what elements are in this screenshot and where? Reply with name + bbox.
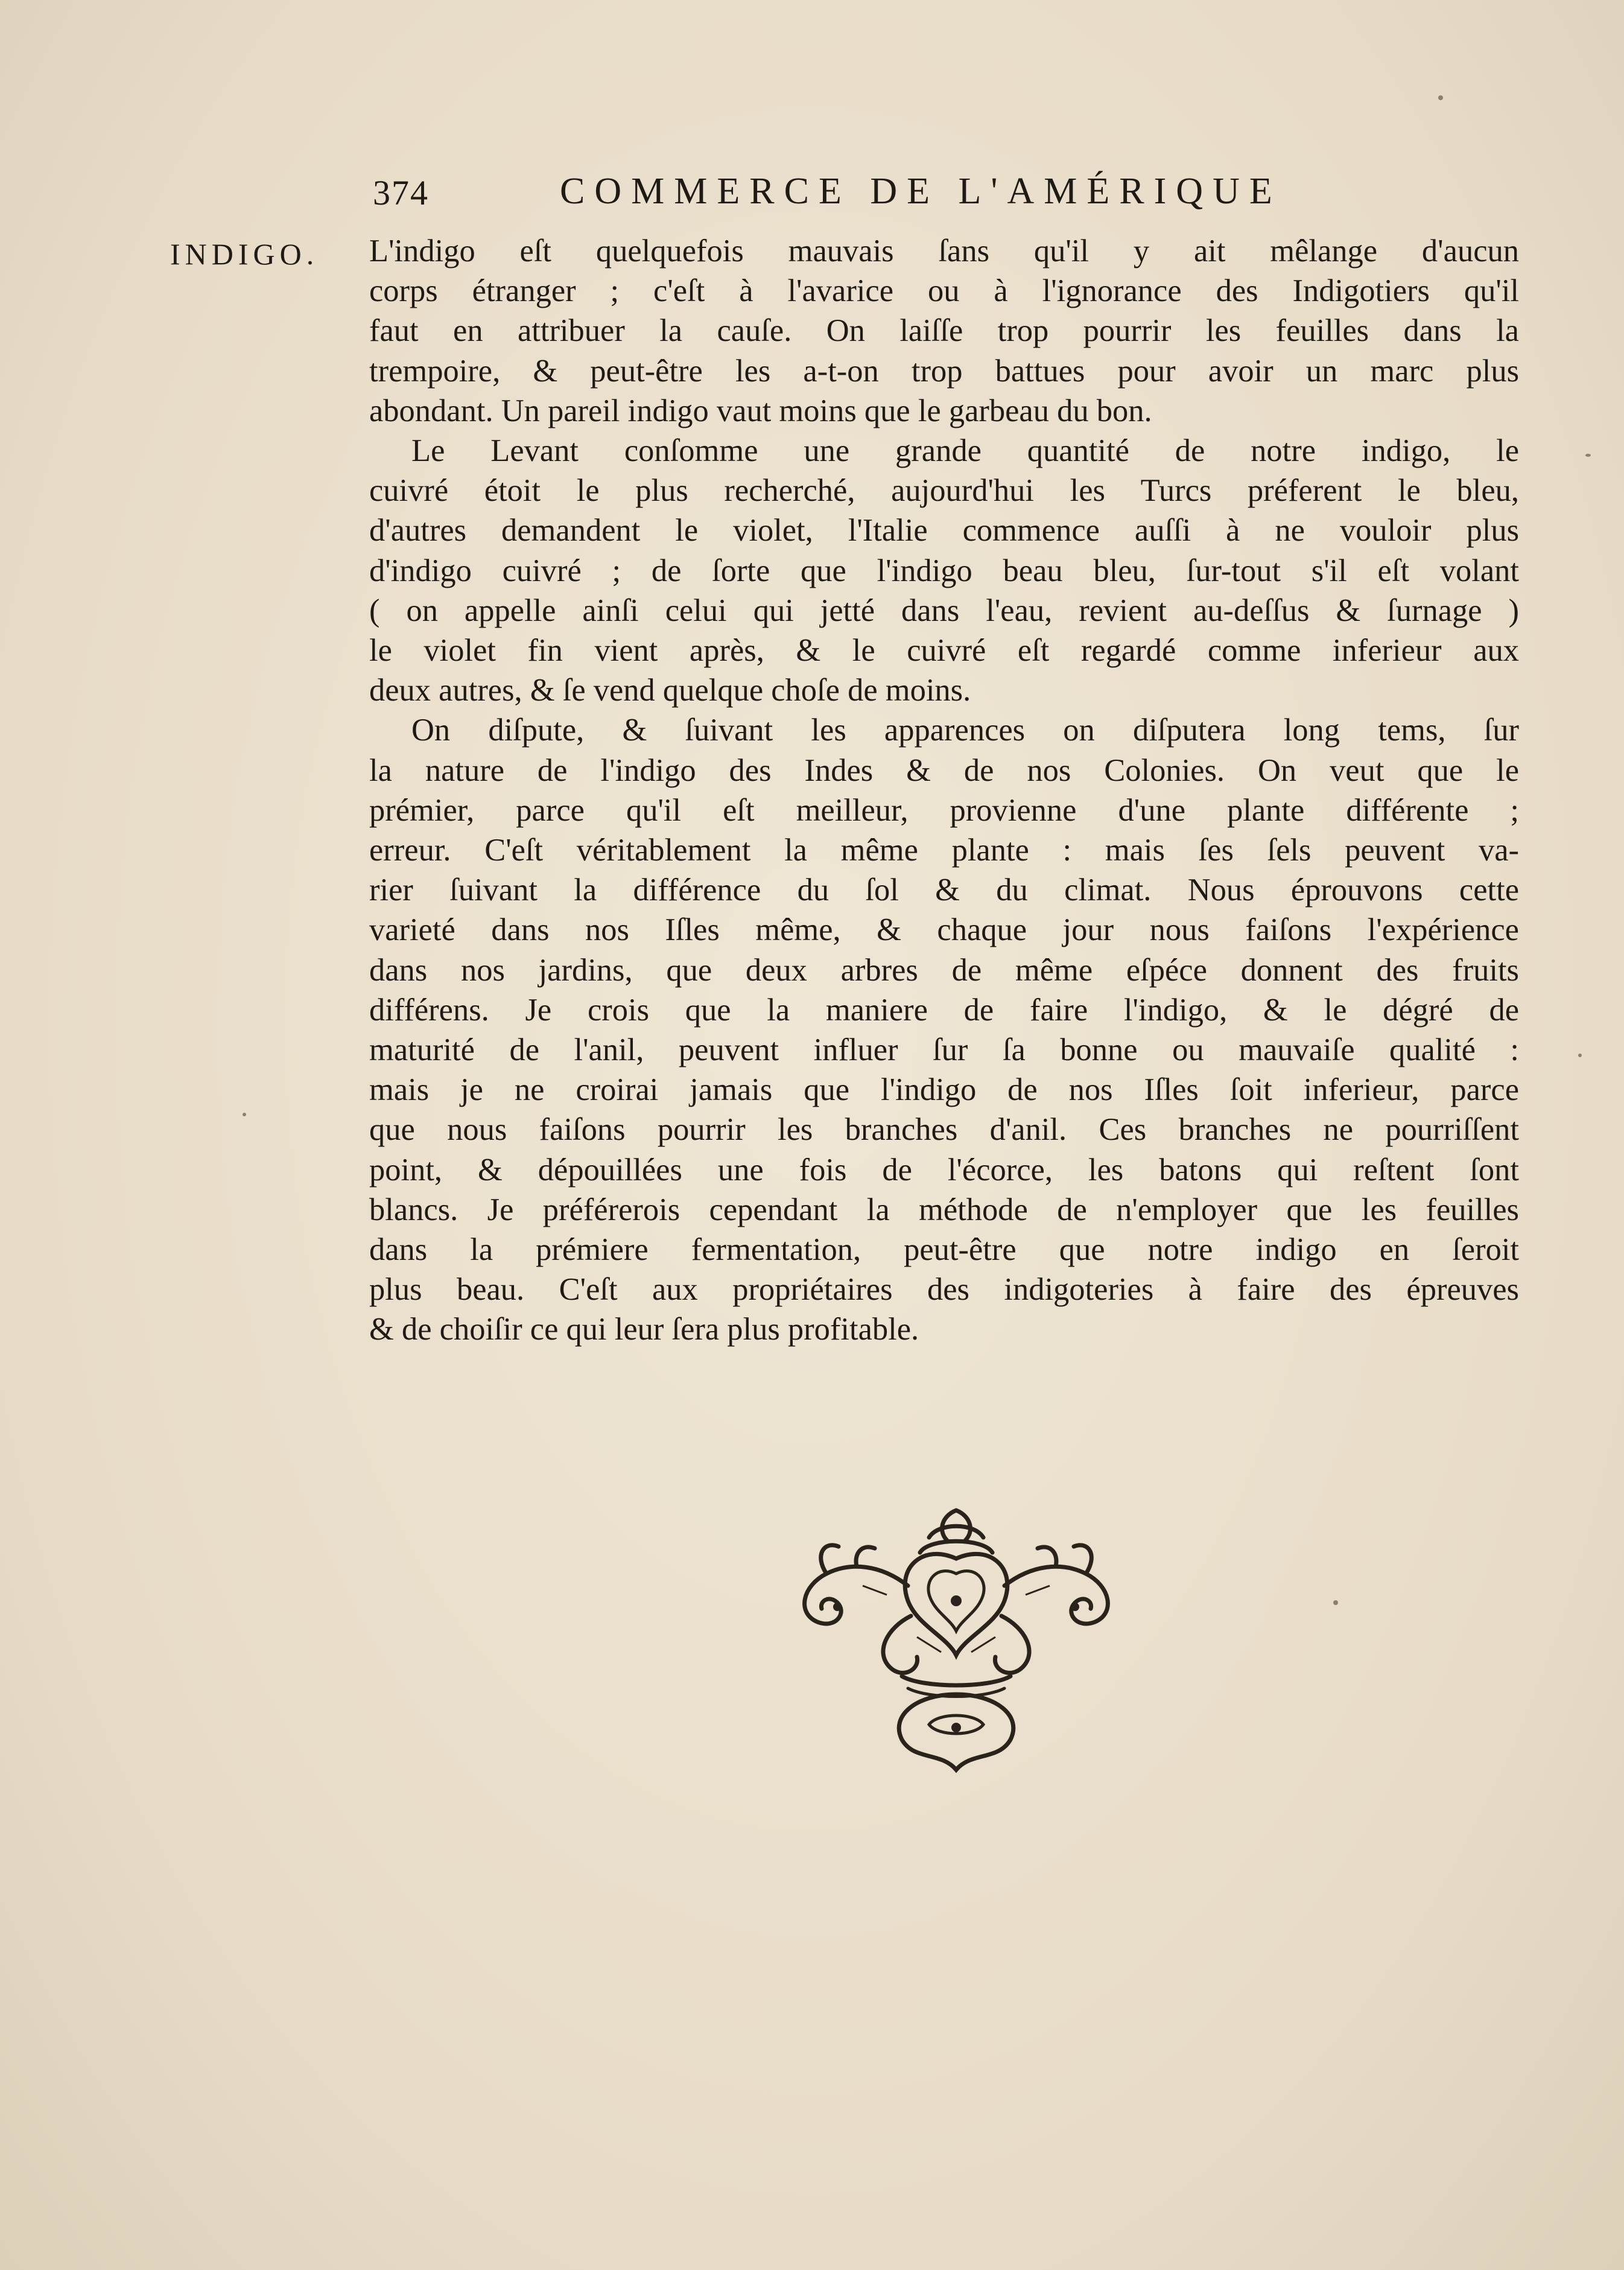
text-line: le violet fin vient après, & le cuivré eſt regardé comme inferieur aux xyxy=(369,633,1519,669)
text-line: rier ſuivant la différence du ſol & du climat. Nous éprouvons cette xyxy=(369,873,1519,908)
text-line: dans nos jardins, que deux arbres de même eſpéce donnent des fruits xyxy=(369,952,1519,988)
text-line: On diſpute, & ſuivant les apparences on diſputera long tems, ſur xyxy=(411,713,1519,748)
page-header xyxy=(373,170,1371,218)
text-line: & de choiſir ce qui leur ſera plus profitable. xyxy=(369,1312,919,1347)
text-line: trempoire, & peut-être les a-t-on trop battues pour avoir un marc plus xyxy=(369,353,1519,389)
text-line: point, & dépouillées une fois de l'écorce, les batons qui reſtent ſont xyxy=(369,1152,1519,1187)
paper-speck xyxy=(1578,1054,1582,1057)
running-title: COMMERCE DE L'AMÉRIQUE xyxy=(560,171,1282,212)
text-line: mais je ne croirai jamais que l'indigo de nos Iſles ſoit inferieur, parce xyxy=(369,1072,1519,1108)
text-line: ( on appelle ainſi celui qui jetté dans l'eau, revient au-deſſus & ſurnage ) xyxy=(369,593,1519,628)
page-number: 374 xyxy=(373,173,429,212)
text-line: varieté dans nos Iſles même, & chaque jour nous faiſons l'expérience xyxy=(369,912,1519,948)
paper-speck xyxy=(243,1113,246,1116)
floral-fleuron-ornament-icon xyxy=(766,1495,1146,1779)
text-line: différens. Je crois que la maniere de faire l'indigo, & le dégré de xyxy=(369,992,1519,1028)
text-line: que nous faiſons pourrir les branches d'anil. Ces branches ne pourriſſent xyxy=(369,1112,1519,1148)
text-line: plus beau. C'eſt aux propriétaires des indigoteries à faire des épreuves xyxy=(369,1272,1519,1308)
text-line: maturité de l'anil, peuvent influer ſur ſa bonne ou mauvaiſe qualité : xyxy=(369,1032,1519,1068)
text-line: dans la prémiere fermentation, peut-être que notre indigo en ſeroit xyxy=(369,1232,1519,1268)
paper-speck xyxy=(1333,1600,1338,1605)
paper-speck xyxy=(1585,454,1591,457)
text-line: d'autres demandent le violet, l'Italie commence auſſi à ne vouloir plus xyxy=(369,513,1519,548)
text-line: cuivré étoit le plus recherché, aujourd'hui les Turcs préferent le bleu, xyxy=(369,473,1519,509)
text-line: faut en attribuer la cauſe. On laiſſe trop pourrir les feuilles dans la xyxy=(369,313,1519,349)
text-line: la nature de l'indigo des Indes & de nos Colonies. On veut que le xyxy=(369,752,1519,788)
text-line: erreur. C'eſt véritablement la même plante : mais ſes ſels peuvent va- xyxy=(369,833,1519,868)
text-line: Le Levant conſomme une grande quantité de notre indigo, le xyxy=(411,433,1519,469)
text-line: blancs. Je préférerois cependant la méthode de n'employer que les feuilles xyxy=(369,1192,1519,1227)
text-line: abondant. Un pareil indigo vaut moins que le garbeau du bon. xyxy=(369,393,1152,428)
text-line: d'indigo cuivré ; de ſorte que l'indigo beau bleu, ſur-tout s'il eſt volant xyxy=(369,553,1519,588)
body-text xyxy=(369,231,1519,1350)
text-line: corps étranger ; c'eſt à l'avarice ou à l'ignorance des Indigotiers qu'il xyxy=(369,273,1519,309)
text-line: L'indigo eſt quelquefois mauvais ſans qu'il y ait mêlange d'aucun xyxy=(369,234,1519,269)
margin-note: INDIGO. xyxy=(170,237,319,271)
text-line: prémier, parce qu'il eſt meilleur, provienne d'une plante différente ; xyxy=(369,792,1519,828)
paper-speck xyxy=(1438,95,1443,100)
text-line: deux autres, & ſe vend quelque choſe de moins. xyxy=(369,673,971,708)
